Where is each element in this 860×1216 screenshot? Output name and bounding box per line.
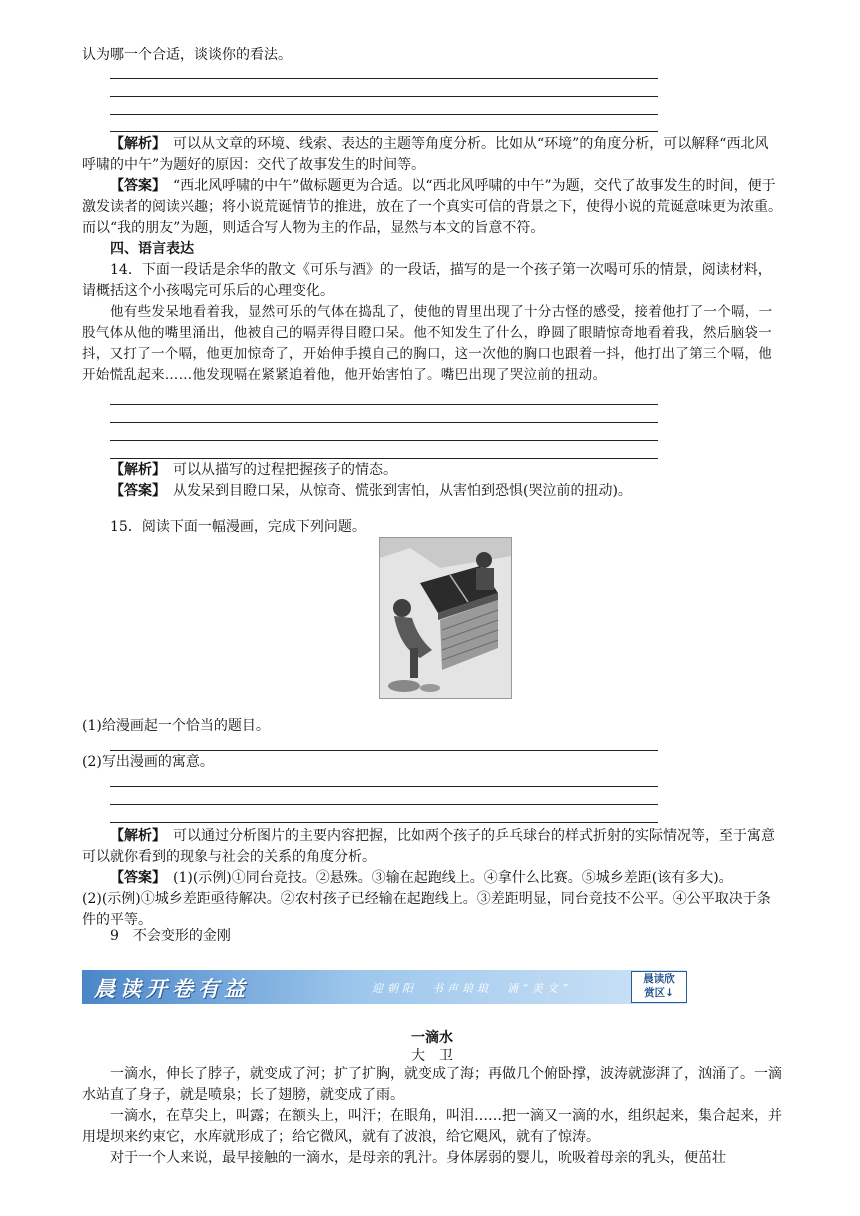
answer-line	[110, 422, 658, 423]
answer-tag: 【答案】	[110, 483, 159, 499]
q15-answer-text-1: (1)(示例)①同台竞技。②悬殊。③输在起跑线上。④拿什么比赛。⑤城乡差距(该有多大)。	[173, 870, 733, 886]
answer-line	[110, 96, 658, 97]
banner-badge	[631, 971, 687, 1003]
poem-paragraph-3: 对于一个人来说，最早接触的一滴水，是母亲的乳汁。身体孱弱的婴儿，吮吸着母亲的乳头，便茁壮	[110, 1150, 726, 1166]
analysis-tag: 【解析】	[110, 828, 159, 844]
q15-analysis	[82, 826, 782, 868]
banner-slogan: 迎朝阳 书声琅琅 诵“美文”	[372, 982, 572, 995]
answer-line	[110, 131, 658, 132]
answer-line	[110, 750, 658, 751]
badge-line-1: 晨读欣	[643, 973, 675, 985]
q14-passage: 他有些发呆地看着我，显然可乐的气体在捣乱了，使他的胃里出现了十分古怪的感受，接着他打了一个嗝，一股气体从他的嘴里涌出，他被自己的嗝弄得目瞪口呆。他不知发生了什么，睁圆了眼睛惊奇地看着我，然后脑袋一抖，又打了一个嗝，他更加惊奇了，开始伸手摸自己的胸口，这一次他的胸口也跟着一抖，他打出了第三个嗝，他开始慌乱起来……他发现嗝在紧紧追着他，他开始害怕了。嘴巴出现了哭泣前的扭动。	[82, 304, 773, 383]
answer-line	[110, 804, 658, 805]
q15-analysis-text: 可以通过分析图片的主要内容把握，比如两个孩子的乒乓球台的样式折射的实际情况等，至于寓意可以就你看到的现象与社会的关系的角度分析。	[82, 828, 775, 865]
badge-line-2: 赏区↓	[644, 987, 674, 999]
answer-line	[110, 458, 658, 459]
analysis-tag: 【解析】	[110, 462, 159, 478]
q15-answer-2: (2)(示例)①城乡差距亟待解决。②农村孩子已经输在起跑线上。③差距明显，同台竞技不公平。④公平取决于条件的平等。	[82, 891, 771, 928]
q14-analysis	[82, 460, 782, 481]
q13-answer-text: “西北风呼啸的中午”做标题更为合适。以“西北风呼啸的中午”为题，交代了故事发生的时间，便于激发读者的阅读兴趣；将小说荒诞情节的推进，放在了一个真实可信的背景之下，使得小说的荒诞意味更为浓重。而以“我的朋友”为题，则适合写人物为主的作品，显然与本文的旨意不符。	[82, 178, 782, 236]
answer-line	[110, 786, 658, 787]
answer-tag: 【答案】	[110, 870, 159, 886]
answer-line	[110, 404, 658, 405]
comic-drawing	[380, 538, 511, 698]
q15-prompt: 15．阅读下面一幅漫画，完成下列问题。	[110, 519, 366, 535]
q14-prompt: 14．下面一段话是余华的散文《可乐与酒》的一段话，描写的是一个孩子第一次喝可乐的情景，阅读材料，请概括这个小孩喝完可乐后的心理变化。	[82, 262, 772, 299]
poem-author: 大 卫	[411, 1048, 453, 1064]
q15-sub2: (2)写出漫画的寓意。	[82, 754, 214, 770]
answer-line	[110, 440, 658, 441]
lesson-title: 9 不会变形的金刚	[110, 928, 231, 944]
q13-analysis-text: 可以从文章的环境、线索、表达的主题等角度分析。比如从“环境”的角度分析，可以解释“西北风呼啸的中午”为题好的原因：交代了故事发生的时间等。	[82, 136, 769, 173]
q13-answer	[82, 176, 782, 239]
analysis-tag: 【解析】	[110, 136, 159, 152]
section-heading: 四、语言表达	[110, 241, 194, 257]
answer-line	[110, 78, 658, 79]
answer-line	[110, 114, 658, 115]
morning-reading-banner	[82, 970, 686, 1004]
q14-answer	[82, 481, 782, 502]
q14-answer-text: 从发呆到目瞪口呆，从惊奇、慌张到害怕，从害怕到恐惧(哭泣前的扭动)。	[173, 483, 632, 499]
q14-analysis-text: 可以从描写的过程把握孩子的情态。	[173, 462, 397, 478]
answer-tag: 【答案】	[110, 178, 159, 194]
poem-title: 一滴水	[411, 1030, 453, 1046]
poem-paragraph-1: 一滴水，伸长了脖子，就变成了河；扩了扩胸，就变成了海；再做几个俯卧撑，波涛就澎湃了，汹涌了。一滴水站直了身子，就是喷泉；长了翅膀，就变成了雨。	[82, 1066, 782, 1103]
answer-line	[110, 822, 658, 823]
q15-sub1: (1)给漫画起一个恰当的题目。	[82, 718, 270, 734]
banner-title: 晨读开卷有益	[94, 976, 250, 1001]
poem-paragraph-2: 一滴水，在草尖上，叫露；在额头上，叫汗；在眼角，叫泪……把一滴又一滴的水，组织起来，集合起来，并用堤坝来约束它，水库就形成了；给它微风，就有了波浪，给它飓风，就有了惊涛。	[82, 1108, 782, 1145]
q15-answer	[82, 868, 782, 889]
q13-prompt-tail: 认为哪一个合适，谈谈你的看法。	[82, 47, 292, 63]
comic-illustration	[379, 537, 512, 699]
q13-analysis	[82, 134, 782, 176]
